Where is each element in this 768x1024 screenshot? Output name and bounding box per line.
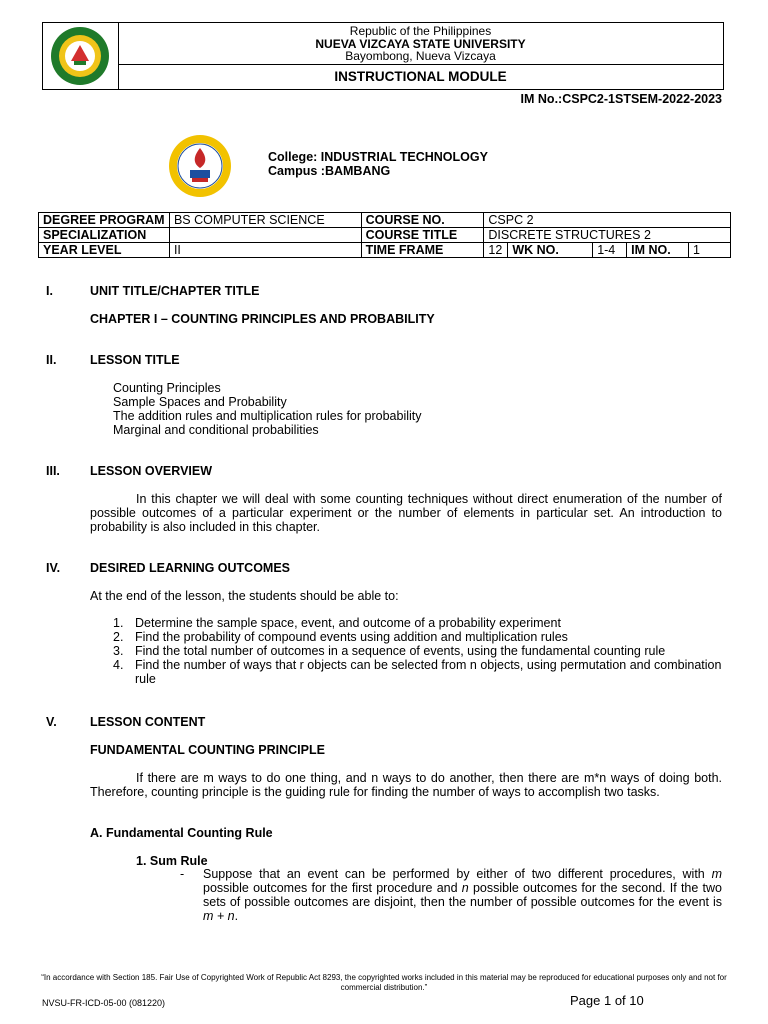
section-number: III. [46,464,60,478]
list-item: Counting Principles [113,381,221,395]
list-item [113,658,723,686]
list-item [113,644,723,658]
course-title-value: DISCRETE STRUCTURES 2 [484,228,731,243]
section-number: V. [46,715,57,729]
variable-n: n [461,881,469,895]
table-row [39,228,731,243]
degree-value: BS COMPUTER SCIENCE [169,213,361,228]
module-title: INSTRUCTIONAL MODULE [334,69,507,84]
header-title-cell [118,23,723,65]
year-level-label: YEAR LEVEL [39,243,170,258]
form-code: NVSU-FR-ICD-05-00 (081220) [42,998,166,1008]
campus-name: Campus :BAMBANG [268,164,391,178]
university-logo-cell [43,23,119,89]
list-item: Sample Spaces and Probability [113,395,287,409]
lesson-list [113,381,422,437]
section-title: LESSON OVERVIEW [90,464,213,478]
time-frame-value: 12 [484,243,508,258]
college-name: College: INDUSTRIAL TECHNOLOGY [268,150,488,164]
dash-bullet: - [180,867,185,881]
item-text: Determine the sample space, event, and outcome of a probability experiment [135,616,561,630]
university-name: NUEVA VIZCAYA STATE UNIVERSITY [315,36,526,51]
section-title: DESIRED LEARNING OUTCOMES [90,561,291,575]
course-info-table [38,212,731,258]
page-number: Page 1 of 10 [570,993,644,1008]
outcomes-intro: At the end of the lesson, the students should be able to: [90,589,399,603]
sum-rule-text: . [234,909,239,923]
sum-rule-text: possible outcomes for the first procedure and [203,881,462,895]
wk-no-label: WK NO. [508,243,593,258]
section-number: I. [46,284,53,298]
section-title: LESSON CONTENT [90,715,206,729]
republic-line: Republic of the Philippines [349,24,492,38]
section-title: LESSON TITLE [90,353,180,367]
item-number: 2. [113,630,124,644]
year-level-value: II [169,243,361,258]
chapter-title: CHAPTER I – COUNTING PRINCIPLES AND PROBABILITY [90,312,435,326]
section-5-heading [46,715,205,729]
course-no-label: COURSE NO. [361,213,484,228]
copyright-note: “In accordance with Section 185. Fair Use of Copyrighted Work of Republic Act 8293, the copyrighted works included in this material may be reproduced for educational purposes only and not for commercial distribution.” [41,973,727,992]
variable-sum: m + n [203,909,235,923]
course-no-value: CSPC 2 [484,213,731,228]
subsection-a-heading: A. Fundamental Counting Rule [90,826,273,840]
variable-m: m [711,867,722,881]
item-text: Find the total number of outcomes in a sequence of events, using the fundamental counting rule [135,644,666,658]
section-4-heading [46,561,290,575]
sum-rule-heading: 1. Sum Rule [136,854,208,868]
section-2-heading [46,353,180,367]
list-item [113,630,723,644]
list-item: The addition rules and multiplication rules for probability [113,409,422,423]
overview-paragraph: In this chapter we will deal with some counting techniques without direct enumeration of the number of possible outcomes of a particular experiment or the number of elements in particular set. An introduction to probability is also included in this chapter. [90,492,722,534]
section-title: UNIT TITLE/CHAPTER TITLE [90,284,260,298]
document-header [42,22,724,90]
sum-rule-text: Suppose that an event can be performed by either of two different procedures, with [203,867,712,881]
section-number: IV. [46,561,61,575]
college-info [268,150,488,178]
nvsu-logo [43,23,118,89]
outcomes-list [113,616,723,686]
table-row [39,213,731,228]
table-row [39,243,731,258]
college-seal [162,134,238,198]
item-number: 3. [113,644,124,658]
item-number: 4. [113,658,124,672]
course-title-label: COURSE TITLE [361,228,484,243]
section-number: II. [46,353,57,367]
im-number: IM No.:CSPC2-1STSEM-2022-2023 [520,92,722,106]
fcp-heading: FUNDAMENTAL COUNTING PRINCIPLE [90,743,325,757]
list-item [113,616,723,630]
university-location: Bayombong, Nueva Vizcaya [345,49,496,63]
sum-rule-paragraph [203,867,722,923]
im-no-value: 1 [689,243,731,258]
list-item: Marginal and conditional probabilities [113,423,319,437]
wk-no-value: 1-4 [593,243,627,258]
sum-rule-text: possible outcomes for the second. If the two sets of possible outcomes are disjoint, then the number of possible outcomes for the event is [203,881,722,909]
degree-label: DEGREE PROGRAM [39,213,170,228]
item-text: Find the number of ways that r objects can be selected from n objects, using permutation and combination rule [135,658,722,686]
time-frame-label: TIME FRAME [361,243,484,258]
im-no-label: IM NO. [627,243,689,258]
specialization-label: SPECIALIZATION [39,228,170,243]
fcp-paragraph: If there are m ways to do one thing, and n ways to do another, then there are m*n ways of doing both. Therefore, counting principle is the guiding rule for finding the number of ways to accomplish two tasks. [90,771,722,799]
specialization-value [169,228,361,243]
section-1-heading [46,284,259,298]
section-3-heading [46,464,212,478]
item-number: 1. [113,616,124,630]
item-text: Find the probability of compound events using addition and multiplication rules [135,630,568,644]
